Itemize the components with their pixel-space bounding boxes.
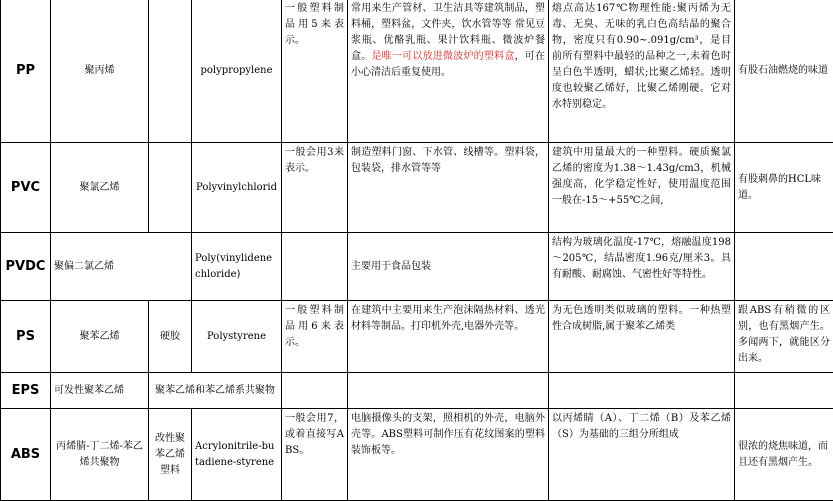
burn-smell-cell: 很浓的烧焦味道，而且还有黑烟产生。 [735, 409, 833, 501]
burn-smell-cell [735, 233, 833, 301]
abbr-cell: PVDC [1, 233, 51, 301]
abbr-cell: EPS [1, 373, 51, 409]
uses-cell: 电脑摄像头的支架，照相机的外壳，电脑外壳等。ABS塑料可制作压有花纹图案的塑料装饰板等。 [348, 409, 549, 501]
english-name-cell: Acrylonitrile-butadiene-styrene [192, 409, 282, 501]
code-cell: 一般会用7，或着直接写ABS。 [282, 409, 348, 501]
chinese-name-cell: 可发性聚苯乙烯 [51, 373, 149, 409]
properties-cell: 结构为玻璃化温度-17℃，熔融温度198～205℃，结晶密度1.96克/厘米3。具有耐酸、耐腐蚀、气密性好等特性。 [549, 233, 735, 301]
uses-cell: 制造塑料门窗、下水管、线槽等。塑料袋，包装袋，排水管等等 [348, 143, 549, 233]
table-row [1, 409, 833, 501]
merged-description-cell: 聚苯乙烯和苯乙烯系共聚物 [149, 373, 282, 409]
alias-cell: 改性聚苯乙烯塑料 [149, 409, 192, 501]
uses-highlight-text: 是唯一可以放进微波炉的塑料盒 [371, 51, 514, 62]
table-row [1, 143, 833, 233]
alias-cell [149, 0, 192, 143]
properties-cell: 建筑中用量最大的一种塑料。硬质聚氯乙烯的密度为1.38～1.43g/cm3，机械强度高，化学稳定性好，使用温度范围一般在-15～+55℃之间, [549, 143, 735, 233]
uses-cell [348, 373, 549, 409]
english-name-cell: polypropylene [192, 0, 282, 143]
uses-tail-text: ，可在小心清洁后重复使用。 [351, 51, 545, 78]
english-name-cell: Poly(vinylidene chloride) [192, 233, 282, 301]
english-name-cell: Polyvinylchlorid [192, 143, 282, 233]
table-row [1, 373, 833, 409]
uses-cell: 在建筑中主要用来生产泡沫隔热材料、透光材料等制品。打印机外壳,电器外壳等。 [348, 301, 549, 373]
burn-smell-cell [735, 373, 833, 409]
table-row [1, 301, 833, 373]
properties-cell: 以丙烯睛（A）、丁二烯（B）及苯乙烯（S）为基础的三组分所组成 [549, 409, 735, 501]
properties-cell [549, 373, 735, 409]
table-row [1, 233, 833, 301]
code-cell [282, 373, 348, 409]
uses-cell: 主要用于食品包装 [348, 233, 549, 301]
alias-cell: 硬胶 [149, 301, 192, 373]
chinese-name-cell: 聚苯乙烯 [51, 301, 149, 373]
uses-text: 常用来生产管材、卫生洁具等建筑制品，塑料桶，塑料盆，文件夹，饮水管等等 常见豆浆瓶、优酪乳瓶、果汁饮料瓶、微波炉餐盒。 [351, 3, 545, 62]
chinese-name-cell: 聚氯乙烯 [51, 143, 149, 233]
properties-cell: 为无色透明类似玻璃的塑料。一种热塑性合成树脂,属于聚苯乙烯类 [549, 301, 735, 373]
code-cell [282, 233, 348, 301]
burn-smell-cell: 有股刺鼻的HCL味道。 [735, 143, 833, 233]
abbr-cell: PS [1, 301, 51, 373]
table-row [1, 0, 833, 143]
burn-smell-cell: 有股石油燃烧的味道 [735, 0, 833, 143]
chinese-name-cell: 聚偏二氯乙烯 [51, 233, 192, 301]
code-cell: 一般塑料制品用6来表示。 [282, 301, 348, 373]
english-name-cell: Polystyrene [192, 301, 282, 373]
alias-cell [149, 143, 192, 233]
code-cell: 一般会用3来表示。 [282, 143, 348, 233]
chinese-name-cell: 丙烯腈-丁二烯-苯乙烯共聚物 [51, 409, 149, 501]
abbr-cell: PVC [1, 143, 51, 233]
abbr-cell: ABS [1, 409, 51, 501]
properties-cell: 熔点高达167℃物理性能:聚丙烯为无毒、无臭、无味的乳白色高结晶的聚合物，密度只有0.90~.091g/cm³，是目前所有塑料中最轻的品种之一,未着色时呈白色半透明，蜡状;比聚乙烯轻。透明度也较聚乙烯好，比聚乙烯刚硬。它对水特别稳定。 [549, 0, 735, 143]
code-cell: 一般塑料制品用5来表示。 [282, 0, 348, 143]
burn-smell-cell: 跟ABS有稍微的区别，也有黑烟产生。多闻两下，就能区分出来。 [735, 301, 833, 373]
chinese-name-cell: 聚丙烯 [51, 0, 149, 143]
abbr-cell: PP [1, 0, 51, 143]
uses-cell [348, 0, 549, 143]
